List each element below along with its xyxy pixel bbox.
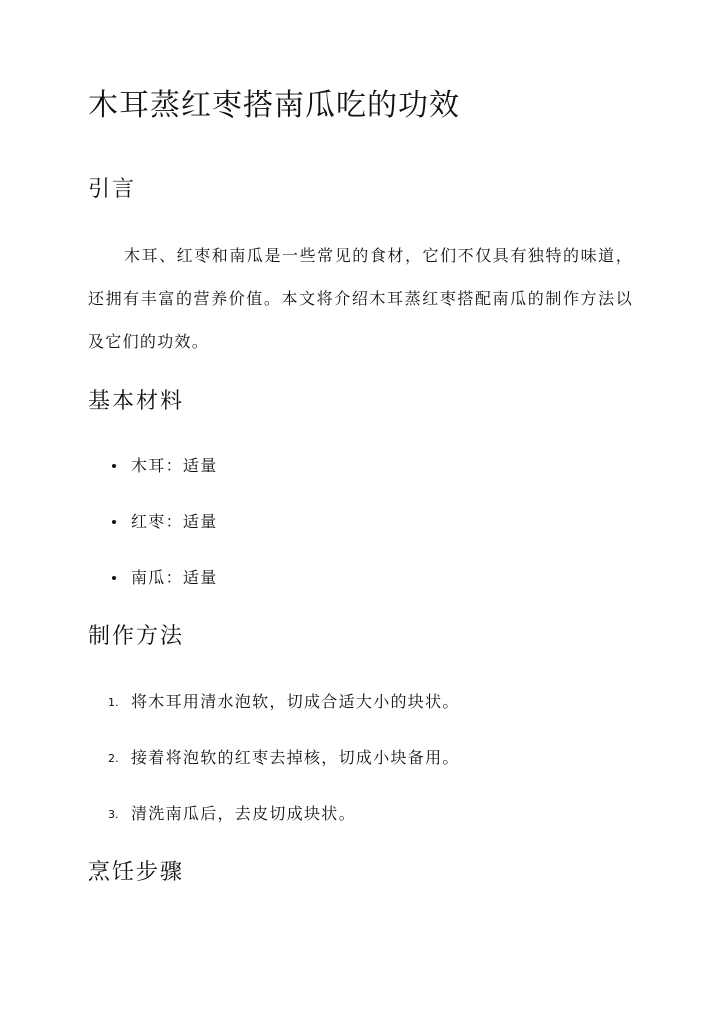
bullet-icon: [112, 576, 116, 580]
bullet-icon: [112, 520, 116, 524]
material-item-text: 红枣：适量: [131, 512, 218, 531]
step-text: 将木耳用清水泡软，切成合适大小的块状。: [131, 692, 460, 711]
section-heading-method: 制作方法: [88, 624, 185, 649]
section-heading-cooking: 烹饪步骤: [88, 860, 185, 885]
step-text: 清洗南瓜后，去皮切成块状。: [131, 804, 356, 823]
material-item-text: 木耳：适量: [131, 456, 218, 475]
step-number: 2.: [108, 752, 119, 765]
section-heading-materials: 基本材料: [88, 389, 185, 414]
step-text: 接着将泡软的红枣去掉核，切成小块备用。: [131, 748, 460, 767]
bullet-icon: [112, 464, 116, 468]
step-number: 1.: [108, 696, 119, 709]
page-title: 木耳蒸红枣搭南瓜吃的功效: [88, 88, 460, 123]
intro-paragraph: 木耳、红枣和南瓜是一些常见的食材，它们不仅具有独特的味道，还拥有丰富的营养价值。本文将介绍木耳蒸红枣搭配南瓜的制作方法以及它们的功效。: [88, 246, 633, 351]
section-heading-intro: 引言: [88, 177, 137, 202]
material-item-text: 南瓜：适量: [131, 568, 218, 587]
step-number: 3.: [108, 808, 119, 821]
